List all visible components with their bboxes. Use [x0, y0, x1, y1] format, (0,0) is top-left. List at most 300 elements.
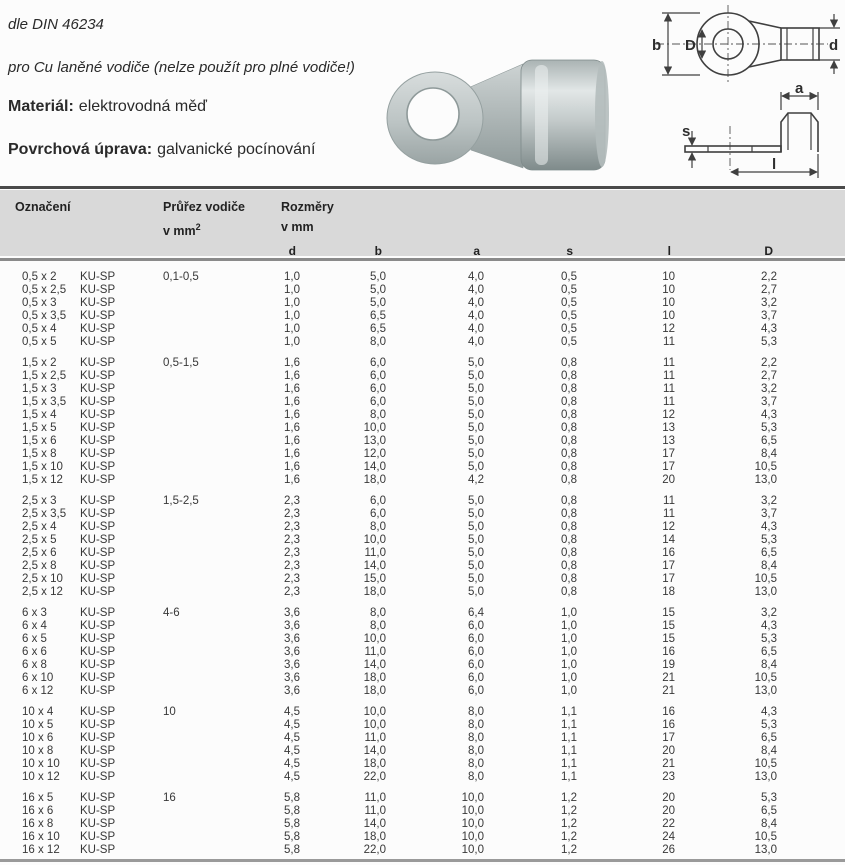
cell-l: 12	[662, 409, 675, 421]
cell-cross-section	[160, 284, 245, 297]
table-row	[0, 323, 845, 336]
cell-cross-section	[160, 646, 245, 659]
cell-size: 1,5 x 2	[22, 357, 57, 369]
header-dimensions-2: v mm	[281, 220, 314, 234]
cell-type: KU-SP	[80, 706, 116, 718]
cell-a: 10,0	[461, 792, 484, 804]
cell-a: 4,0	[468, 323, 484, 335]
cell-d: 5,8	[284, 844, 300, 856]
cell-size: 1,5 x 5	[22, 422, 57, 434]
cell-d: 3,6	[284, 685, 300, 697]
cell-s: 1,2	[561, 818, 577, 830]
cell-d: 1,6	[284, 383, 300, 395]
cell-l: 11	[663, 357, 675, 369]
cell-b: 8,0	[370, 409, 386, 421]
table-row	[0, 547, 845, 560]
cell-size: 16 x 10	[22, 831, 60, 843]
cell-a: 5,0	[468, 534, 484, 546]
cell-size: 2,5 x 6	[22, 547, 57, 559]
cell-l: 15	[662, 607, 675, 619]
table-group	[0, 607, 845, 698]
cell-designation	[0, 646, 160, 659]
cell-dcap: 3,7	[761, 396, 777, 408]
cell-cross-section	[160, 818, 245, 831]
cross-section-superscript: 2	[195, 222, 201, 232]
cell-d: 5,8	[284, 831, 300, 843]
cell-a: 4,0	[468, 336, 484, 348]
cell-cross-section	[160, 633, 245, 646]
cell-designation	[0, 792, 160, 805]
cell-designation	[0, 310, 160, 323]
cell-b: 6,0	[370, 495, 386, 507]
cell-size: 1,5 x 8	[22, 448, 57, 460]
cell-b: 8,0	[370, 336, 386, 348]
cell-type: KU-SP	[80, 508, 116, 520]
cell-s: 1,2	[561, 831, 577, 843]
cell-cross-section	[160, 521, 245, 534]
cell-s: 1,2	[561, 805, 577, 817]
cell-d: 3,6	[284, 620, 300, 632]
cell-a: 6,0	[468, 620, 484, 632]
table-row	[0, 771, 845, 784]
cell-size: 2,5 x 3	[22, 495, 57, 507]
cell-l: 11	[663, 336, 675, 348]
cell-designation	[0, 370, 160, 383]
cell-s: 0,5	[561, 271, 577, 283]
cell-d: 3,6	[284, 659, 300, 671]
table-row	[0, 310, 845, 323]
cell-a: 5,0	[468, 461, 484, 473]
cell-cross-section	[160, 547, 245, 560]
cell-b: 5,0	[370, 271, 386, 283]
cell-dcap: 13,0	[754, 474, 777, 486]
cell-type: KU-SP	[80, 844, 116, 856]
cell-type: KU-SP	[80, 818, 116, 830]
cell-d: 1,0	[284, 310, 300, 322]
cell-l: 17	[662, 448, 675, 460]
cell-designation	[0, 560, 160, 573]
cell-b: 11,0	[364, 646, 386, 658]
cell-type: KU-SP	[80, 573, 116, 585]
cell-type: KU-SP	[80, 297, 116, 309]
cell-type: KU-SP	[80, 771, 116, 783]
cell-type: KU-SP	[80, 685, 116, 697]
cell-a: 4,0	[468, 284, 484, 296]
cell-cross-section: 4-6	[163, 607, 180, 619]
cell-a: 8,0	[468, 719, 484, 731]
cell-b: 13,0	[363, 435, 386, 447]
cell-dcap: 5,3	[761, 422, 777, 434]
cell-designation	[0, 336, 160, 349]
table-group	[0, 271, 845, 349]
surface-label: Povrchová úprava:	[8, 141, 153, 158]
cell-b: 10,0	[363, 633, 386, 645]
cell-l: 11	[663, 495, 675, 507]
cell-size: 6 x 4	[22, 620, 47, 632]
cell-d: 1,6	[284, 370, 300, 382]
cell-b: 6,5	[370, 310, 386, 322]
cell-designation	[0, 474, 160, 487]
cell-designation	[0, 758, 160, 771]
cell-l: 20	[662, 792, 675, 804]
cell-dcap: 10,5	[754, 831, 777, 843]
cell-dcap: 4,3	[761, 323, 777, 335]
cell-size: 10 x 5	[22, 719, 54, 731]
cell-d: 4,5	[284, 732, 300, 744]
cell-cross-section	[160, 831, 245, 844]
cell-s: 1,1	[561, 732, 577, 744]
cell-b: 14,0	[363, 745, 386, 757]
header-col-s: s	[566, 244, 573, 259]
cell-cross-section	[160, 474, 245, 487]
cell-d: 3,6	[284, 633, 300, 645]
cell-type: KU-SP	[80, 310, 116, 322]
cell-l: 15	[662, 633, 675, 645]
cell-s: 1,1	[561, 706, 577, 718]
cell-a: 4,0	[468, 271, 484, 283]
cell-d: 1,6	[284, 409, 300, 421]
dimension-drawing	[648, 0, 845, 190]
cell-designation	[0, 719, 160, 732]
cell-cross-section	[160, 422, 245, 435]
cell-cross-section: 0,5-1,5	[163, 357, 199, 369]
cell-b: 10,0	[363, 706, 386, 718]
cell-size: 16 x 5	[22, 792, 54, 804]
table-row	[0, 271, 845, 284]
table-row	[0, 646, 845, 659]
cell-a: 6,0	[468, 685, 484, 697]
dim-label-a: a	[795, 80, 804, 97]
table-row	[0, 586, 845, 599]
dim-label-d: d	[829, 37, 839, 54]
product-photo	[373, 48, 643, 188]
cell-designation	[0, 633, 160, 646]
cell-a: 5,0	[468, 573, 484, 585]
cell-size: 2,5 x 4	[22, 521, 57, 533]
cell-b: 8,0	[370, 620, 386, 632]
cell-s: 1,1	[561, 758, 577, 770]
cell-l: 11	[663, 508, 675, 520]
cell-b: 11,0	[364, 732, 386, 744]
cell-a: 5,0	[468, 508, 484, 520]
cell-a: 6,0	[468, 646, 484, 658]
cell-designation	[0, 547, 160, 560]
cell-cross-section	[160, 573, 245, 586]
cell-l: 16	[662, 719, 675, 731]
cell-cross-section	[160, 758, 245, 771]
cell-size: 2,5 x 8	[22, 560, 57, 572]
cell-d: 2,3	[284, 521, 300, 533]
cell-type: KU-SP	[80, 831, 116, 843]
cell-l: 16	[662, 646, 675, 658]
table-row	[0, 448, 845, 461]
cell-designation	[0, 706, 160, 719]
cell-dcap: 3,2	[761, 607, 777, 619]
cell-b: 10,0	[363, 422, 386, 434]
cell-type: KU-SP	[80, 560, 116, 572]
cell-cross-section	[160, 383, 245, 396]
cell-dcap: 10,5	[754, 573, 777, 585]
cell-d: 4,5	[284, 758, 300, 770]
table-row	[0, 633, 845, 646]
cell-dcap: 5,3	[761, 719, 777, 731]
table-row	[0, 474, 845, 487]
cell-l: 20	[662, 745, 675, 757]
cell-dcap: 6,5	[761, 435, 777, 447]
cell-l: 21	[662, 758, 675, 770]
cell-d: 3,6	[284, 646, 300, 658]
cell-size: 1,5 x 4	[22, 409, 57, 421]
cell-type: KU-SP	[80, 448, 116, 460]
cell-cross-section: 0,1-0,5	[163, 271, 199, 283]
cell-s: 1,0	[561, 633, 577, 645]
cell-l: 12	[662, 323, 675, 335]
cell-cross-section	[160, 534, 245, 547]
cell-size: 0,5 x 3	[22, 297, 57, 309]
header-col-D: D	[764, 244, 773, 259]
cell-d: 2,3	[284, 560, 300, 572]
cell-type: KU-SP	[80, 732, 116, 744]
cell-size: 1,5 x 12	[22, 474, 63, 486]
cell-cross-section	[160, 409, 245, 422]
cell-l: 11	[663, 396, 675, 408]
cell-size: 10 x 10	[22, 758, 60, 770]
cell-dcap: 13,0	[754, 586, 777, 598]
cell-d: 1,6	[284, 422, 300, 434]
cell-type: KU-SP	[80, 672, 116, 684]
dim-label-s: s	[682, 123, 691, 140]
cell-a: 5,0	[468, 409, 484, 421]
cell-designation	[0, 586, 160, 599]
cell-s: 1,1	[561, 719, 577, 731]
cell-b: 22,0	[363, 771, 386, 783]
material-line	[8, 98, 207, 116]
cell-a: 10,0	[461, 805, 484, 817]
cell-a: 5,0	[468, 383, 484, 395]
cell-type: KU-SP	[80, 659, 116, 671]
table-row	[0, 370, 845, 383]
cell-s: 0,8	[561, 474, 577, 486]
cell-a: 5,0	[468, 547, 484, 559]
cell-dcap: 8,4	[761, 659, 777, 671]
cell-s: 0,8	[561, 396, 577, 408]
cell-designation	[0, 409, 160, 422]
table-top-border	[0, 186, 845, 189]
cell-cross-section	[160, 732, 245, 745]
cell-dcap: 3,7	[761, 508, 777, 520]
cell-l: 21	[662, 685, 675, 697]
cell-cross-section: 1,5-2,5	[163, 495, 199, 507]
table-row	[0, 758, 845, 771]
cell-d: 4,5	[284, 745, 300, 757]
cell-d: 4,5	[284, 771, 300, 783]
cell-type: KU-SP	[80, 758, 116, 770]
cell-dcap: 8,4	[761, 818, 777, 830]
cell-b: 18,0	[363, 685, 386, 697]
cell-s: 0,8	[561, 435, 577, 447]
cell-cross-section	[160, 508, 245, 521]
cell-dcap: 8,4	[761, 448, 777, 460]
table-row	[0, 719, 845, 732]
cell-s: 0,8	[561, 521, 577, 533]
table-group	[0, 495, 845, 599]
cell-b: 6,5	[370, 323, 386, 335]
cell-size: 6 x 3	[22, 607, 47, 619]
cell-designation	[0, 685, 160, 698]
cell-l: 10	[662, 284, 675, 296]
cell-a: 6,4	[468, 607, 484, 619]
cell-b: 18,0	[363, 672, 386, 684]
cell-dcap: 2,2	[761, 271, 777, 283]
cell-designation	[0, 805, 160, 818]
cell-dcap: 2,2	[761, 357, 777, 369]
table-bottom-border	[0, 859, 845, 862]
cell-size: 10 x 12	[22, 771, 60, 783]
cell-b: 8,0	[370, 607, 386, 619]
header-col-a: a	[473, 244, 480, 259]
cell-s: 1,0	[561, 620, 577, 632]
cell-d: 2,3	[284, 547, 300, 559]
cell-size: 2,5 x 10	[22, 573, 63, 585]
cell-a: 8,0	[468, 771, 484, 783]
cell-a: 10,0	[461, 818, 484, 830]
cell-designation	[0, 745, 160, 758]
cell-d: 5,8	[284, 818, 300, 830]
cell-s: 0,8	[561, 586, 577, 598]
table-row	[0, 818, 845, 831]
cell-b: 6,0	[370, 370, 386, 382]
cell-designation	[0, 435, 160, 448]
cell-a: 5,0	[468, 370, 484, 382]
cell-b: 18,0	[363, 586, 386, 598]
cell-type: KU-SP	[80, 336, 116, 348]
cell-designation	[0, 573, 160, 586]
cell-s: 0,5	[561, 336, 577, 348]
cell-d: 1,6	[284, 448, 300, 460]
cell-size: 1,5 x 6	[22, 435, 57, 447]
cell-size: 6 x 5	[22, 633, 47, 645]
table-row	[0, 336, 845, 349]
cell-designation	[0, 284, 160, 297]
cell-designation	[0, 818, 160, 831]
cell-designation	[0, 461, 160, 474]
cell-dcap: 10,5	[754, 461, 777, 473]
cell-designation	[0, 495, 160, 508]
cell-d: 1,6	[284, 357, 300, 369]
cell-size: 16 x 8	[22, 818, 54, 830]
cell-dcap: 3,7	[761, 310, 777, 322]
cell-designation	[0, 396, 160, 409]
cell-b: 6,0	[370, 357, 386, 369]
cell-type: KU-SP	[80, 646, 116, 658]
cell-type: KU-SP	[80, 474, 116, 486]
cell-d: 1,6	[284, 435, 300, 447]
cell-b: 14,0	[363, 560, 386, 572]
cell-b: 5,0	[370, 297, 386, 309]
cell-b: 18,0	[363, 758, 386, 770]
cell-l: 21	[662, 672, 675, 684]
cell-type: KU-SP	[80, 323, 116, 335]
cell-dcap: 8,4	[761, 560, 777, 572]
table-row	[0, 461, 845, 474]
cell-d: 3,6	[284, 672, 300, 684]
cell-size: 1,5 x 3,5	[22, 396, 67, 408]
header-designation: Označení	[15, 200, 71, 214]
cell-size: 2,5 x 12	[22, 586, 63, 598]
cell-s: 0,8	[561, 370, 577, 382]
cell-s: 0,5	[561, 310, 577, 322]
cell-dcap: 2,7	[761, 370, 777, 382]
cell-d: 1,6	[284, 474, 300, 486]
cell-a: 6,0	[468, 633, 484, 645]
cell-b: 11,0	[364, 547, 386, 559]
cell-dcap: 10,5	[754, 672, 777, 684]
cell-type: KU-SP	[80, 409, 116, 421]
cell-d: 1,0	[284, 297, 300, 309]
cell-l: 12	[662, 521, 675, 533]
cell-d: 5,8	[284, 792, 300, 804]
cell-dcap: 4,3	[761, 620, 777, 632]
cell-dcap: 5,3	[761, 336, 777, 348]
cell-designation	[0, 357, 160, 370]
cell-cross-section	[160, 685, 245, 698]
cell-type: KU-SP	[80, 284, 116, 296]
cell-dcap: 3,2	[761, 383, 777, 395]
cell-s: 0,5	[561, 297, 577, 309]
cell-type: KU-SP	[80, 383, 116, 395]
table-group	[0, 706, 845, 784]
cell-dcap: 8,4	[761, 745, 777, 757]
cell-size: 10 x 4	[22, 706, 54, 718]
cell-d: 4,5	[284, 719, 300, 731]
cell-type: KU-SP	[80, 435, 116, 447]
cell-l: 19	[662, 659, 675, 671]
cell-s: 1,0	[561, 672, 577, 684]
cell-a: 5,0	[468, 422, 484, 434]
cell-dcap: 13,0	[754, 685, 777, 697]
cell-b: 14,0	[363, 659, 386, 671]
table-row	[0, 706, 845, 719]
cell-a: 5,0	[468, 435, 484, 447]
table-body	[0, 266, 845, 857]
cell-s: 0,8	[561, 534, 577, 546]
table-header	[0, 190, 845, 259]
header-col-b: b	[374, 244, 382, 259]
material-label: Materiál:	[8, 98, 74, 115]
cell-designation	[0, 521, 160, 534]
cell-b: 6,0	[370, 396, 386, 408]
cell-d: 5,8	[284, 805, 300, 817]
cell-a: 10,0	[461, 844, 484, 856]
cell-b: 8,0	[370, 521, 386, 533]
cell-dcap: 2,7	[761, 284, 777, 296]
cell-cross-section	[160, 659, 245, 672]
cell-d: 1,0	[284, 284, 300, 296]
cell-s: 0,8	[561, 495, 577, 507]
cell-d: 1,6	[284, 396, 300, 408]
cell-l: 24	[662, 831, 675, 843]
cell-a: 5,0	[468, 396, 484, 408]
cell-cross-section	[160, 310, 245, 323]
cell-type: KU-SP	[80, 620, 116, 632]
cell-cross-section: 16	[163, 792, 176, 804]
cell-b: 15,0	[363, 573, 386, 585]
cell-dcap: 13,0	[754, 844, 777, 856]
table-row	[0, 732, 845, 745]
cell-cross-section	[160, 620, 245, 633]
cell-designation	[0, 659, 160, 672]
table-row	[0, 422, 845, 435]
